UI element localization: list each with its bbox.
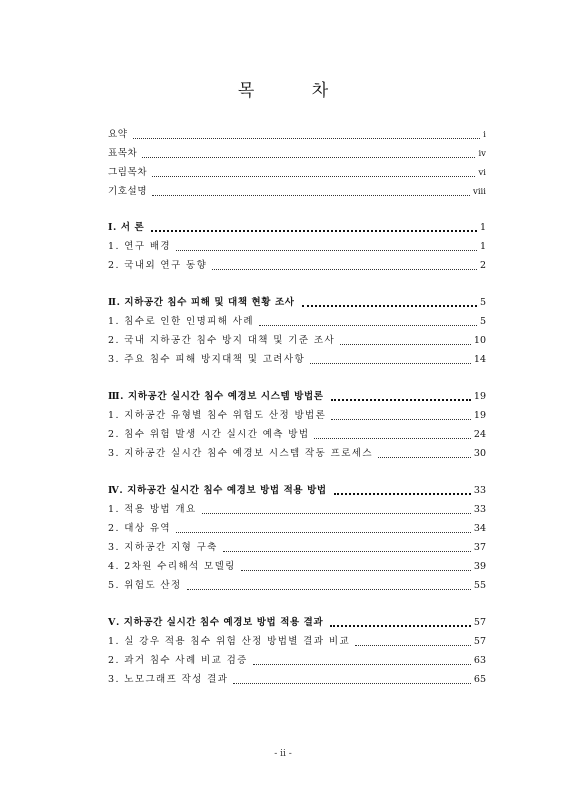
toc-page-number: 5 — [479, 297, 486, 308]
toc-page-number: 55 — [473, 580, 486, 591]
toc-page-number: 63 — [473, 655, 486, 666]
dot-leader — [233, 683, 471, 684]
dot-leader — [241, 570, 471, 571]
toc-page-number: 1 — [479, 241, 486, 252]
toc-entry-label: 1. 지하공간 유형별 침수 위험도 산정 방법론 — [108, 410, 327, 421]
toc-entry[interactable] — [108, 446, 486, 462]
dot-leader — [310, 363, 471, 364]
toc-entry-nomenclature[interactable] — [108, 184, 486, 200]
toc-chapter-1[interactable] — [108, 220, 486, 236]
toc-page-number: iv — [478, 149, 486, 159]
toc-entry[interactable] — [108, 258, 486, 274]
dot-leader — [187, 589, 471, 590]
dot-leader — [331, 419, 471, 420]
toc-entry[interactable] — [108, 559, 486, 575]
toc-entry[interactable] — [108, 352, 486, 368]
toc-entry-label: 1. 연구 배경 — [108, 241, 172, 252]
toc-entry[interactable] — [108, 239, 486, 255]
dot-leader — [152, 195, 470, 196]
dot-leader — [151, 230, 477, 232]
toc-entry[interactable] — [108, 653, 486, 669]
toc-page-number: 24 — [473, 429, 486, 440]
dot-leader — [176, 250, 477, 251]
toc-chapter-5[interactable] — [108, 615, 486, 631]
toc-page-number: 1 — [479, 222, 486, 233]
dot-leader — [331, 399, 471, 401]
toc-chapter-label: Ⅲ. 지하공간 실시간 침수 예경보 시스템 방법론 — [108, 391, 324, 402]
dot-leader — [259, 325, 477, 326]
toc-entry-label: 5. 위험도 산정 — [108, 580, 182, 591]
toc-entry-label: 1. 침수로 인한 인명피해 사례 — [108, 316, 254, 327]
toc-page-number: 19 — [473, 391, 486, 402]
toc-page-number: 33 — [473, 485, 486, 496]
toc-page-number: i — [483, 130, 486, 140]
dot-leader — [152, 176, 475, 177]
page-number-footer: - ii - — [274, 749, 292, 759]
dot-leader — [176, 532, 471, 533]
toc-entry-label: 3. 노모그래프 작성 결과 — [108, 674, 229, 685]
toc-chapter-label: Ⅴ. 지하공간 실시간 침수 예경보 방법 적용 결과 — [108, 617, 324, 628]
toc-page-number: 14 — [473, 354, 486, 365]
toc-entry-label: 2. 침수 위험 발생 시간 실시간 예측 방법 — [108, 429, 310, 440]
toc-chapter-label: Ⅱ. 지하공간 침수 피해 및 대책 현황 조사 — [108, 297, 295, 308]
toc-chapter-label: Ⅰ. 서 론 — [108, 222, 145, 233]
toc-entry[interactable] — [108, 521, 486, 537]
toc-page-number: 30 — [473, 448, 486, 459]
toc-entry[interactable] — [108, 427, 486, 443]
toc-entry-label: 기호설명 — [108, 186, 148, 197]
dot-leader — [330, 625, 471, 627]
toc-entry-label: 1. 실 강우 적용 침수 위험 산정 방법별 결과 비교 — [108, 636, 351, 647]
toc-chapter-3[interactable] — [108, 389, 486, 405]
toc-entry-label: 요약 — [108, 129, 128, 140]
dot-leader — [223, 551, 471, 552]
toc-page-number: 65 — [473, 674, 486, 685]
toc-entry-label: 2. 국내 지하공간 침수 방지 대책 및 기준 조사 — [108, 335, 336, 346]
dot-leader — [302, 305, 477, 307]
toc-entry[interactable] — [108, 672, 486, 688]
dot-leader — [334, 493, 471, 495]
toc-chapter-2[interactable] — [108, 295, 486, 311]
dot-leader — [212, 269, 477, 270]
dot-leader — [340, 344, 471, 345]
toc-page-number: 37 — [473, 542, 486, 553]
toc-page-number: 57 — [473, 617, 486, 628]
toc-entry-label: 2. 과거 침수 사례 비교 검증 — [108, 655, 248, 666]
dot-leader — [314, 438, 470, 439]
dot-leader — [253, 664, 471, 665]
toc-page-number: 33 — [473, 504, 486, 515]
toc-page-number: 2 — [479, 260, 486, 271]
toc-entry-label: 3. 주요 침수 피해 방지대책 및 고려사항 — [108, 354, 306, 365]
dot-leader — [142, 157, 475, 158]
toc-entry-label: 3. 지하공간 실시간 침수 예경보 시스템 작동 프로세스 — [108, 448, 373, 459]
toc-entry[interactable] — [108, 314, 486, 330]
dot-leader — [355, 645, 471, 646]
toc-entry-list-of-figures[interactable] — [108, 165, 486, 181]
dot-leader — [378, 457, 471, 458]
toc-entry-label: 1. 적용 방법 개요 — [108, 504, 197, 515]
toc-page-number: 39 — [473, 561, 486, 572]
dot-leader — [133, 138, 481, 139]
dot-leader — [202, 513, 471, 514]
toc-page-number: 5 — [479, 316, 486, 327]
toc-entry-label: 3. 지하공간 지형 구축 — [108, 542, 218, 553]
toc-entry[interactable] — [108, 333, 486, 349]
toc-page-number: 57 — [473, 636, 486, 647]
toc-entry-label: 2. 국내외 연구 동향 — [108, 260, 208, 271]
toc-entry-summary[interactable] — [108, 127, 486, 143]
toc-chapter-4[interactable] — [108, 483, 486, 499]
toc-page-number: 19 — [473, 410, 486, 421]
toc-entry-list-of-tables[interactable] — [108, 146, 486, 162]
toc-entry[interactable] — [108, 634, 486, 650]
toc-entry[interactable] — [108, 540, 486, 556]
toc-page-number: 10 — [473, 335, 486, 346]
toc-page-number: 34 — [473, 523, 486, 534]
toc-chapter-label: Ⅳ. 지하공간 실시간 침수 예경보 방법 적용 방법 — [108, 485, 327, 496]
toc-page-number: vi — [478, 168, 486, 178]
toc-entry[interactable] — [108, 408, 486, 424]
toc-entry-label: 4. 2차원 수리해석 모델링 — [108, 561, 236, 572]
toc-entry[interactable] — [108, 578, 486, 594]
toc-entry-label: 표목차 — [108, 148, 138, 159]
toc-entry-label: 그림목차 — [108, 167, 148, 178]
toc-entry-label: 2. 대상 유역 — [108, 523, 172, 534]
toc-entry[interactable] — [108, 502, 486, 518]
page-title: 목 차 — [237, 81, 355, 101]
toc-page-number: viii — [473, 187, 486, 197]
